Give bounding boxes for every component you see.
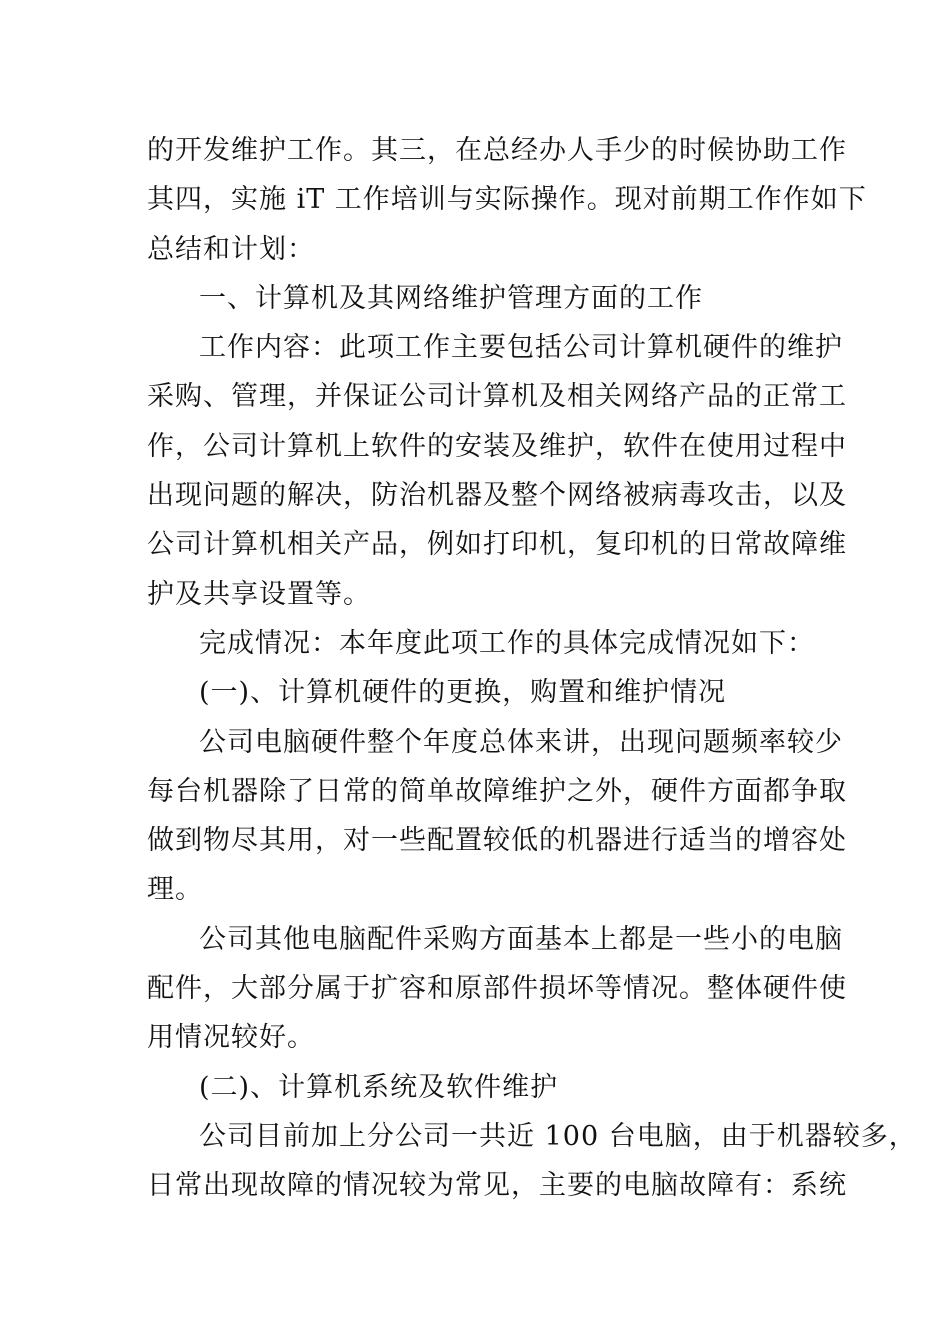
text-line: 作，公司计算机上软件的安装及维护，软件在使用过程中 [147,430,847,462]
text-line: 工作内容：此项工作主要包括公司计算机硬件的维护 [199,332,843,364]
text-line: 每台机器除了日常的简单故障维护之外，硬件方面都争取 [147,775,847,807]
text-line: 配件，大部分属于扩容和原部件损坏等情况。整体硬件使 [147,973,847,1005]
subsection-heading: (二)、计算机系统及软件维护 [199,1071,559,1103]
text-line: 日常出现故障的情况较为常见，主要的电脑故障有：系统 [147,1170,847,1202]
document-body [147,126,917,1211]
text-line: 的开发维护工作。其三，在总经办人手少的时候协助工作 [147,135,847,166]
section-heading: 一、计算机及其网络维护管理方面的工作 [199,282,703,314]
subsection-heading: (一)、计算机硬件的更换，购置和维护情况 [199,677,727,709]
text-line: 完成情况：本年度此项工作的具体完成情况如下： [199,627,815,659]
text-line: 护及共享设置等。 [147,578,371,610]
text-line: 采购、管理，并保证公司计算机及相关网络产品的正常工 [147,381,847,413]
text-line: 公司电脑硬件整个年度总体来讲，出现问题频率较少 [199,726,843,758]
text-line: 总结和计划： [147,233,315,265]
text-line: 出现问题的解决，防治机器及整个网络被病毒攻击，以及 [147,480,847,512]
text-line: 做到物尽其用，对一些配置较低的机器进行适当的增容处 [147,825,847,857]
text-line: 公司目前加上分公司一共近 100 台电脑，由于机器较多， [199,1120,917,1152]
text-line: 理。 [147,874,203,906]
text-line: 其四，实施 iT 工作培训与实际操作。现对前期工作作如下 [147,184,867,216]
text-line: 用情况较好。 [147,1022,315,1054]
text-line: 公司计算机相关产品，例如打印机，复印机的日常故障维 [147,529,847,561]
text-line: 公司其他电脑配件采购方面基本上都是一些小的电脑 [199,923,843,955]
